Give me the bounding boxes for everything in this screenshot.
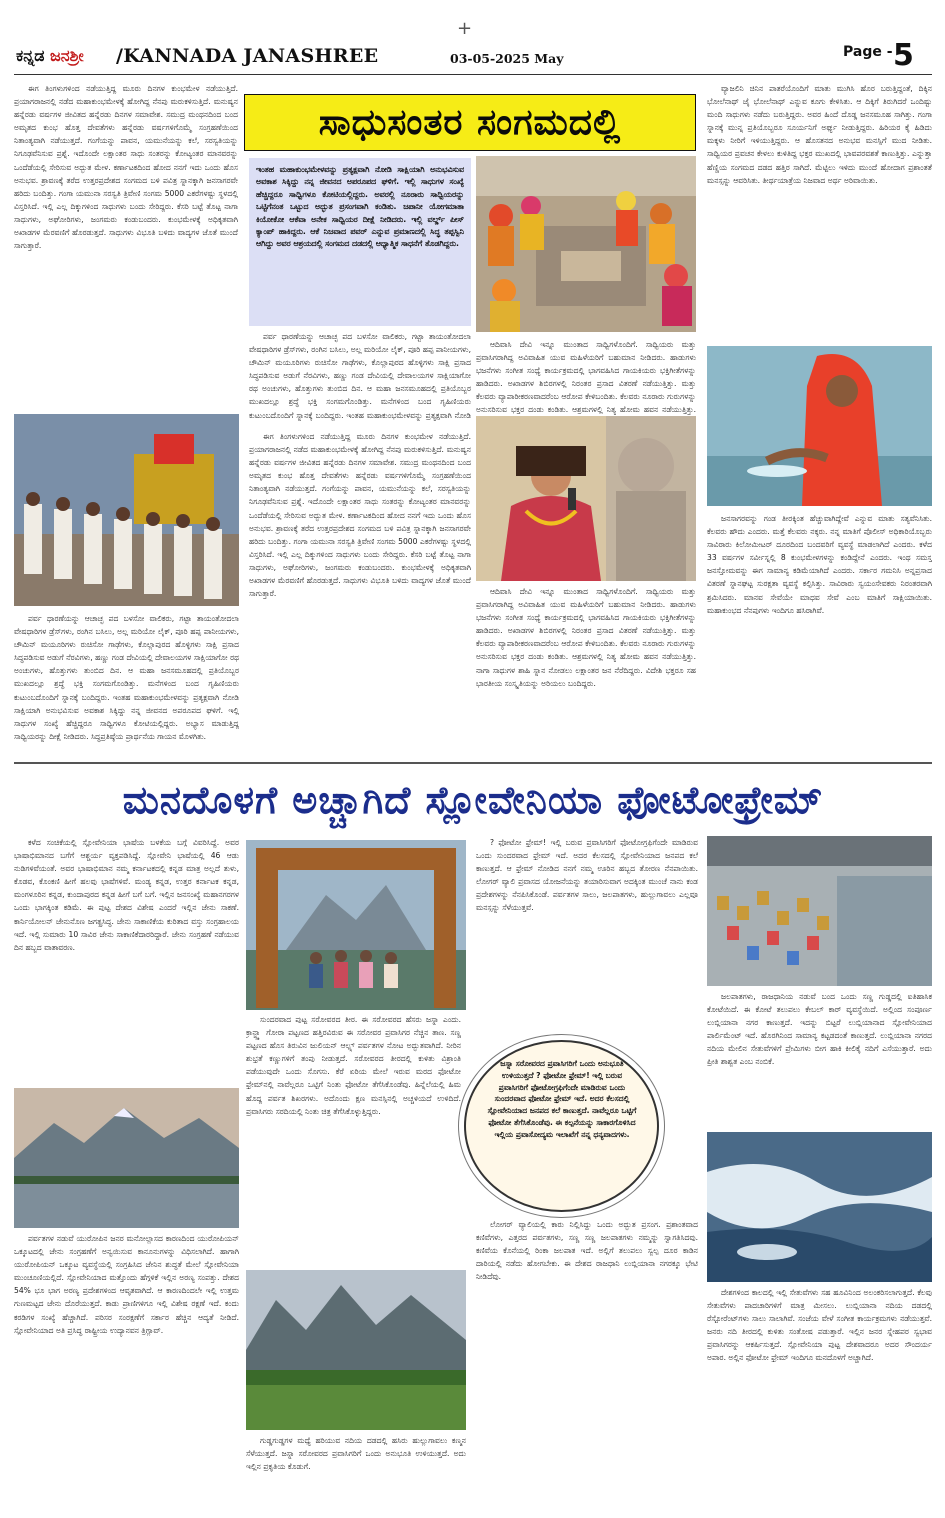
article2-col2-text: ಸುಂದರವಾದ ಪುಟ್ಟ ಸರೋವರದ ತೀರ. ಈ ಸರೋವರದ ಹೆಸರು ಜಸ್ನಾ ಎಂದು. ಕ್ರಾನ್ಜ್ಸ್ಕಾ ಗೋರಾ ಪಟ್ಟಣದ ಹತ್ತಿರವಿರುವ ಈ ಸರೋವರ ಪ್ರವಾಸಿಗರ ನೆಚ್ಚಿನ ತಾಣ. ಸಣ್ಣ ಪಟ್ಟಣದ ಹೊಸ ತಿರುವಿನ ಜುಲಿಯನ್ ಆಲ್ಪ್ಸ್ ಪರ್ವತಗಳ ನೋಟ ಅದ್ಭುತವಾಗಿದೆ. ನೀರಿನ ಶುಭ್ರತೆ ಕಣ್ಣುಗಳಿಗೆ ತಂಪು ನೀಡುತ್ತದೆ. ಸರೋವರದ ತೀರದಲ್ಲಿ ಕುಳಿತು ವಿಶ್ರಾಂತಿ ಪಡೆಯುವುದೇ ಒಂದು ಸೊಗಸು. ಕೆರೆ ಏರಿಯ ಮೇಲೆ ಇರುವ ಮರದ ಫೋಟೋ ಫ್ರೇಮ್‌ನಲ್ಲಿ ನಾವೆಲ್ಲರೂ ಒಟ್ಟಿಗೆ ನಿಂತು ಫೋಟೋ ತೆಗೆಸಿಕೊಂಡೆವು. ಹಿನ್ನೆಲೆಯಲ್ಲಿ ಹಿಮ ಹೊದ್ದ ಪರ್ವತ ಶಿಖರಗಳು. ಅದೊಂದು ಕ್ಷಣ ಮನಸ್ಸಿನಲ್ಲಿ ಅಚ್ಚಳಿಯದೆ ಉಳಿದಿದೆ. ಪ್ರವಾಸಿಗರು ಸರದಿಯಲ್ಲಿ ನಿಂತು ಚಿತ್ರ ತೆಗೆಸಿಕೊಳ್ಳುತ್ತಿದ್ದರು. [246,1015,461,1116]
article2-col3 [476,836,698,1036]
crop-mark: + [457,18,473,39]
article1-lead-box [249,158,471,326]
article1-col1-text: ಈಗ ತಿಂಗಳುಗಳಿಂದ ನಡೆಯುತ್ತಿದ್ದ ಮೂರು ದಿನಗಳ ಕುಂಭಮೇಳ ನಡೆಯುತ್ತಿದೆ. ಪ್ರಯಾಗರಾಜನಲ್ಲಿ ನಡೆದ ಮಹಾಕುಂಭಮೇಳಕ್ಕೆ ಹೋಗಿದ್ದ ನೆನಪು ಮರುಕಳಿಸುತ್ತಿದೆ. ಮನುಷ್ಯನ ಹನ್ನೆರಡು ವರ್ಷಗಳ ಜೀವಿತದ ಹನ್ನೆರಡು ದಿನಗಳ ಸಮಾವೇಶ. ಸಮುದ್ರ ಮಂಥನದಿಂದ ಬಂದ ಅಮೃತದ ಕುಂಭ ಹೊತ್ತ ದೇವತೆಗಳು ಹನ್ನೆರಡು ವರ್ಷಗಳಿಗೊಮ್ಮೆ ಸಂಗ್ರಹಣೆಯಿಂದ ನಿತಾಂತ್ಯವಾಗಿ ನಡೆಯುತ್ತದೆ. ಗಂಗೆಯನ್ನು ಪಾವನ, ಯಮುನೆಯನ್ನು ಕಲೆ, ಸರಸ್ವತಿಯನ್ನು ನಿಗೂಢವೆನಿಸುವ ಪ್ರಶ್ನೆ. ಇದೊಂದೇ ಲಕ್ಷಾಂತರ ಸಾಧು ಸಂತರನ್ನು ಕೋಟ್ಯಂತರ ಮಾನವರನ್ನು ಒಂದೆಡೆಯಲ್ಲಿ ಸೇರಿಸುವ ಅದ್ಭುತ ಮೇಳ. ಕರ್ಣಾಟಕದಿಂದ ಹೋದ ನನಗೆ ಇದು ಒಂದು ಹೊಸ ಅನುಭವ. ಶ್ರಾವಣಕ್ಕೆ ತರೆದ ಉತ್ತರಪ್ರದೇಶದ ಸಂಗಮದ ಬಳಿ ಪವಿತ್ರ ಸ್ನಾನಕ್ಕಾಗಿ ಜನಸಾಗರವೇ ಹರಿದು ಬಂದಿತ್ತು. ಗಂಗಾ ಯಮುನಾ ಸರಸ್ವತಿ ತ್ರಿವೇಣಿ ಸಂಗಮ 5000 ಎಕರೆಗಳಷ್ಟು ಸ್ಥಳದಲ್ಲಿ ವಿಸ್ತರಿಸಿದೆ. ಇಲ್ಲಿ ಎಲ್ಲ ದಿಕ್ಕುಗಳಿಂದ ಸಾಧುಗಳು ಬಂದು ಸೇರಿದ್ದರು. ಕೆಸರಿ ಬಟ್ಟೆ ತೊಟ್ಟ ನಾಗಾ ಸಾಧುಗಳು, ಅಘೋರಿಗಳು, ಜಂಗಮರು ಕಂಡುಬಂದರು. ಕುಂಭಮೇಳಕ್ಕೆ ಅಧಿಕೃತವಾಗಿ ಅಖಾಡಗಳ ಮೆರವಣಿಗೆ ಹೊರಡುತ್ತದೆ. ಸಾಧುಗಳು ವಿಭೂತಿ ಬಳಿದು ವಾದ್ಯಗಳ ಜೊತೆ ಮುಂದೆ ಸಾಗುತ್ತಾರೆ. [14,84,238,251]
article2-col3-text: ? ಫೋಟೋ ಫ್ರೇಮ್! ಇಲ್ಲಿ ಬರುವ ಪ್ರವಾಸಿಗರಿಗೆ ಫೋಟೋಗ್ರಫಿಗೆಂದೇ ಮಾಡಿರುವ ಒಂದು ಸುಂದರವಾದ ಫ್ರೇಮ್ ಇದೆ. ಅದರ ಕೆಲಸದಲ್ಲಿ ಸ್ಲೋವೇನಿಯಾದ ಜನಪದ ಕಲೆ ಕಾಣುತ್ತದೆ. ಆ ಫ್ರೇಮ್ ನೋಡಿದ ನನಗೆ ನಮ್ಮ ಊರಿನ ಹಬ್ಬದ ತೋರಣ ನೆನಪಾಯಿತು. ಲೋಗರ್ ವ್ಯಾಲಿ ಪ್ರವಾಸದ ಯೋಜನೆಯನ್ನು ತಯಾರಿಸುವಾಗ ಅದಕ್ಕಿಂತ ಮುಂಚೆ ನಾನು ಕಂಡ ಪ್ರದೇಶಗಳನ್ನು ನೆನಪಿಸಿಕೊಂಡೆ. ಪರ್ವತಗಳ ಸಾಲು, ಜಲಪಾತಗಳು, ಹುಲ್ಲುಗಾವಲು ಎಲ್ಲವೂ ಮನಸ್ಸನ್ನು ಸೆಳೆಯುತ್ತವೆ. [476,838,698,913]
article1-col4-text: ವ್ಯಾಜಲಿನಿ ಚಿನಿನ ಪಾತರೆಯೊಂದಿಗೆ ಮಾತು ಮುಗಿಸಿ ಹೊರ ಬರುತ್ತಿದ್ದಂತೆ, ದಿಕ್ಕಿನ ಭೋಲೆನಾಥ್ ಜೈ ಭೋಲೆನಾಥ್ ಎನ್ನುವ ಕೂಗು ಕೇಳಿಸಿತು. ಆ ದಿಕ್ಕಿಗೆ ತಿರುಗಿದರೆ ಒಂದಿಷ್ಟು ಮಂದಿ ಸಾಧುಗಳು ನಡೆದು ಬರುತ್ತಿದ್ದರು. ಅವರ ಹಿಂದೆ ದೊಡ್ಡ ಜನಸಮೂಹ ಸಾಗಿತ್ತು. ಗಂಗಾ ಸ್ನಾನಕ್ಕೆ ಮುನ್ನ ಪ್ರತಿಯೊಬ್ಬರೂ ಸೂರ್ಯನಿಗೆ ಅರ್ಘ್ಯ ನೀಡುತ್ತಿದ್ದರು. ಹಿರಿಯರ ಕೈ ಹಿಡಿದು ಮಕ್ಕಳು ನೀರಿಗೆ ಇಳಿಯುತ್ತಿದ್ದರು. ಆ ಹೊಸತನದ ಅನುಭವ ಮನಸ್ಸಿಗೆ ಮುದ ನೀಡಿತು. ಸಾಧ್ವಿಯರ ಪ್ರವಚನ ಕೇಳಲು ಕುಳಿತಿದ್ದ ಭಕ್ತರ ಮುಖದಲ್ಲಿ ಭಾವಪರವಶತೆ ಕಾಣುತ್ತಿತ್ತು. ಎನ್ನುತ್ತಾ ಹೆಣ್ಣಿಯ ಸಂಗಮದ ದಡದ ಹತ್ತಿರ ಸಾಗಿದೆ. ಮೆಟ್ಟಿಲು ಇಳಿದು ಮುಂದೆ ಹೋದಾಗ ಪ್ರಶಾಂತತೆ ಮನಸ್ಸನ್ನು ಆವರಿಸಿತು. ತೀರ್ಥಯಾತ್ರೆಯ ನಿಜವಾದ ಅರ್ಥ ಅರಿವಾಯಿತು. [707,84,932,185]
issue-date: 03-05-2025 May [450,51,564,66]
article2-col3-side [662,1045,702,1215]
article2-col1b-text: ಪರ್ವತಗಳ ನಡುವೆ ಯುರೋಪಿನ ಜನರ ಮನೋಲ್ಲಾಸದ ಕಾರಣದಿಂದ ಯುರೋಪಿಯನ್ ಒಕ್ಕೂಟದಲ್ಲಿ ಜೇನು ಸಂಗ್ರಹಣೆಗೆ ಅನ್ವಯಿಸುವ ಕಾನೂನುಗಳನ್ನು ವಿಧಿಸಲಾಗಿದೆ. ಹಾಗಾಗಿ ಯುರೋಪಿಯನ್ ಒಕ್ಕೂಟ ವ್ಯವಸ್ಥೆಯಲ್ಲಿ ಸಂಗ್ರಹಿಸಿದ ಜೇನಿನ ಶುದ್ಧತೆ ಮೇಲೆ ಸ್ಲೋವೇನಿಯಾ ಮುಂಚೂಣಿಯಲ್ಲಿದೆ. ಸ್ಲೋವೇನಿಯಾದ ಮತ್ತೊಂದು ಹೆಗ್ಗಳಿಕೆ ಇಲ್ಲಿನ ಅರಣ್ಯ ಸಂಪತ್ತು. ದೇಶದ 54% ಭೂ ಭಾಗ ಅರಣ್ಯ ಪ್ರದೇಶಗಳಿಂದ ಆವೃತವಾಗಿದೆ. ಆ ಕಾರಣದಿಂದಲೇ ಇಲ್ಲಿ ಉತ್ತಮ ಗುಣಮಟ್ಟದ ಜೇನು ದೊರೆಯುತ್ತದೆ. ಕಾಡು ಪ್ರಾಣಿಗಳಿಗೂ ಇಲ್ಲಿ ವಿಶೇಷ ರಕ್ಷಣೆ ಇದೆ. ಕಂದು ಕರಡಿಗಳ ಸಂಖ್ಯೆ ಹೆಚ್ಚಾಗಿದೆ. ಪರಿಸರ ಸಂರಕ್ಷಣೆಗೆ ಸರ್ಕಾರ ಹೆಚ್ಚಿನ ಆದ್ಯತೆ ನೀಡಿದೆ. ಸ್ಲೋವೇನಿಯಾದ ಅತಿ ಪ್ರಸಿದ್ಧ ರಾಷ್ಟ್ರೀಯ ಉದ್ಯಾನವನ ತ್ರಿಗ್ಲಾವ್. [14,1234,239,1335]
article1-col1 [14,82,238,412]
article2-col4 [707,990,932,1128]
article2-col4b [707,1286,932,1510]
pull-quote-text: ಜಸ್ನಾ ಸರೋವರದ ಪ್ರವಾಸಿಗರಿಗೆ ಒಂದು ಅನುಭೂತಿ ಉಳಿಯುತ್ತದೆ ? ಫೋಟೋ ಫ್ರೇಮ್! ಇಲ್ಲಿ ಬರುವ ಪ್ರವಾಸಿಗರಿಗೆ ಫೋಟೋಗ್ರಫಿಗೆಂದೇ ಮಾಡಿರುವ ಒಂದು ಸುಂದರವಾದ ಫೋಟೋ ಫ್ರೇಮ್ ಇದೆ. ಅದರ ಕೆಲಸದಲ್ಲಿ ಸ್ಲೋವೇನಿಯಾದ ಜನಪದ ಕಲೆ ಕಾಣುತ್ತದೆ. ನಾವೆಲ್ಲರೂ ಒಟ್ಟಿಗೆ ಫೋಟೋ ತೆಗೆಸಿಕೊಂಡೆವು. ಈ ಕಲ್ಪನೆಯನ್ನು ಸಾಕಾರಗೊಳಿಸಿದ ಇಲ್ಲಿಯ ಪ್ರವಾಸೋದ್ಯಮ ಇಲಾಖೆಗೆ ನನ್ನ ಧನ್ಯವಾದಗಳು. [487,1059,637,1139]
article2-col4-text: ಜಲಪಾತಗಳು, ರಾಜಧಾನಿಯ ನಡುವೆ ಬಂದ ಒಂದು ಸಣ್ಣ ಗುಡ್ಡದಲ್ಲಿ ಐತಿಹಾಸಿಕ ಕೋಟೆಯಿದೆ. ಈ ಕೋಟೆ ತಲುಪಲು ಕೇಬಲ್ ಕಾರ್ ವ್ಯವಸ್ಥೆಯಿದೆ. ಅಲ್ಲಿಂದ ಸಂಪೂರ್ಣ ಲುಬ್ಲಿಯಾನಾ ನಗರ ಕಾಣುತ್ತದೆ. ಇದನ್ನು ಬಿಟ್ಟರೆ ಲುಬ್ಲಿಯಾನಾದ ಸ್ಲೋವೇನಿಯಾದ ಪಾರ್ಲಿಮೆಂಟ್ ಇದೆ. ಹೊರಗಿನಿಂದ ಸಾಮಾನ್ಯ ಕಟ್ಟಡದಂತೆ ಕಾಣುತ್ತದೆ. ಲುಬ್ಲಿಯಾನಾ ನಗರದ ನದಿಯ ಮೇಲಿನ ಸೇತುವೆಗಳಿಗೆ ಪ್ರೇಮಿಗಳು ಬೀಗ ಹಾಕಿ ಕೀಲಿಕೈ ನದಿಗೆ ಎಸೆಯುತ್ತಾರೆ. ಅದು ಪ್ರೀತಿ ಶಾಶ್ವತ ಎಂಬ ನಂಬಿಕೆ. [707,992,932,1067]
pull-quote-circle [464,1040,659,1212]
page-number: 5 [893,38,914,73]
article1-col1b-text: ಪರ್ವ ಧಾರಣೆಯನ್ನು ಆಚಾಚ್ಛ ಪದ ಬಳಸೋ ವಾಲಿಕರು, ಗಟ್ಟಾ ತಾಯಂತೋದಲಾ ವೇಷಧಾರಿಗಳ ಡ್ರೆಸ್‌ಗಳು, ರಂಗಿನ ಬಸಿಲು, ಅಲ್ಲ ಮರಿಯೋ ಲೈಕ್, ಪೂರಿ ಹಪ್ಪ ಪಾನೀಯಗಳು, ಚೌಮಿನ್ ಮಯೂರಿಗಳು ರುಚಿಸೋ ಗಾಢೆಗಳು, ಕೊಲ್ಲಾಪುರದ ಹೊಳ್ಳಿಗಳು ಸಾಕ್ಷಿ ಪ್ರಸಾದ ಸಿದ್ಧಪಡಿಸುವ ಅಡುಗೆ ನೆರವಿಗಳು, ಹಣ್ಣು ಗಂಡ ದೇವಿಯಲ್ಲಿ ದೇವಾಲಯಗಳ ಸಾಕ್ಷಿಯಾಗೋ ರಥ ಅಂಚುಗಳು, ಹೊತ್ತುಗಳು ತುಂಬಿದ ದಿನ. ಆ ಮಹಾ ಜನಸಮೂಹದಲ್ಲಿ ಪ್ರತಿಯೊಬ್ಬರ ಮುಖದಲ್ಲೂ ಶ್ರದ್ಧೆ ಭಕ್ತಿ ಸಂಗಮಗೊಂಡಿತ್ತು. ಮನೆಗಳಿಂದ ಬಂದ ಗೃಹಿಣಿಯರು ಕುಟುಂಬದೊಂದಿಗೆ ಸ್ನಾನಕ್ಕೆ ಬಂದಿದ್ದರು. ಇಂತಹ ಮಹಾಕುಂಭಮೇಳವನ್ನು ಪ್ರತ್ಯಕ್ಷವಾಗಿ ನೋಡಿ ಸಾಕ್ಷಿಯಾಗಿ ಅನುಭವಿಸುವ ಅವಕಾಶ ಸಿಕ್ಕಿದ್ದು ನನ್ನ ಜೀವನದ ಅಪರೂಪದ ಘಳಿಗೆ. ಇಲ್ಲಿ ಸಾಧುಗಳ ಸಂಖ್ಯೆ ಹೆಚ್ಚಿದ್ದರೂ ಸಾಧ್ವಿಗಳೂ ಕೋಟಿಯಲ್ಲಿದ್ದರು. ಅಭ್ಯಾಸ ಮಾಡುತ್ತಿದ್ದ ಸಾಧ್ವಿಯರನ್ನು ದೀಕ್ಷೆ ನೀಡಿದರು. ಸಿದ್ಧಪ್ರತಿಷ್ಠೆಯ ಪ್ರಾರ್ಥನೆಯ ಗಾಯನ ಮೊಳಗಿತು. [14,614,239,741]
article1-col2a [249,330,471,424]
photo-river-rapids [707,1132,932,1282]
article2-col1-text: ಕಳೆದ ಸಂಚಿಕೆಯಲ್ಲಿ ಸ್ಲೋವೇನಿಯಾ ಭಾಷೆಯ ಬಳಕೆಯ ಬಗ್ಗೆ ವಿವರಿಸಿದ್ದೆ. ಅವರ ಭಾಷಾಭಿಮಾನದ ಬಗೆಗೆ ಆಶ್ಚರ್ಯ ವ್ಯಕ್ತಪಡಿಸಿದ್ದೆ. ಸ್ಲೋವೇನಿ ಭಾಷೆಯಲ್ಲಿ 46 ಆಡು ನುಡಿಗಳಿವೆಯಂತೆ. ಅವರ ಭಾಷಾಭಿಮಾನ ನಮ್ಮ ಕರ್ನಾಟಕದಲ್ಲಿ ಕನ್ನಡ ಮಾತ್ರ ಅಲ್ಲದೆ ತುಳು, ಕೊಡವ, ಕೊಂಕಣಿ ಹೀಗೆ ಹಲವು ಭಾಷೆಗಳಿವೆ. ಮಂಡ್ಯ ಕನ್ನಡ, ಉತ್ತರ ಕರ್ನಾಟಕ ಕನ್ನಡ, ಮಂಗಳೂರಿನ ಕನ್ನಡ, ಕುಂದಾಪುರದ ಕನ್ನಡ ಹೀಗೆ ಬಗೆ ಬಗೆ. ಇಲ್ಲಿನ ಜನಸಂಖ್ಯೆ ಮಹಾನಗರಗಳ ಒಂದು ಭಾಗಕ್ಕಿಂತ ಕಡಿಮೆ. ಈ ಪುಟ್ಟ ದೇಶದ ವಿಶೇಷ ಎಂದರೆ ಇಲ್ಲಿನ ಜೇನು ಸಾಕಣೆ. ಕಾರ್ನಿಯೋಲನ್ ಜೇನುನೊಣ ಜಗತ್ಪ್ರಸಿದ್ಧ. ಜೇನು ಸಾಕಾಣಿಕೆಯ ಕುರಿತಾದ ವಸ್ತು ಸಂಗ್ರಹಾಲಯ ಇದೆ. ಇಲ್ಲಿ ಸುಮಾರು 10 ಸಾವಿರ ಜೇನು ಸಾಕಾಣಿಕೆದಾರರಿದ್ದಾರೆ. ಜೇನು ಸಂಗ್ರಹಣೆ ನಡೆಯುವ ದಿನ ಹಬ್ಬದ ವಾತಾವರಣ. [14,838,239,952]
photo-naga-procession [14,414,239,606]
article2-col3b-text: ಲೋಗರ್ ವ್ಯಾಲಿಯಲ್ಲಿ ಕಾರು ನಿಲ್ಲಿಸಿದ್ದು ಒಂದು ಅದ್ಭುತ ಪ್ರಸಂಗ. ಪ್ರಶಾಂತವಾದ ಕಣಿವೆಗಳು, ಎತ್ತರದ ಪರ್ವತಗಳು, ಸಣ್ಣ ಸಣ್ಣ ಜಲಪಾತಗಳು ನಮ್ಮನ್ನು ಸ್ವಾಗತಿಸಿದವು. ಕಣಿವೆಯ ಕೊನೆಯಲ್ಲಿ ರಿಂಕಾ ಜಲಪಾತ ಇದೆ. ಅಲ್ಲಿಗೆ ತಲುಪಲು ಸ್ವಲ್ಪ ದೂರ ಕಾಡಿನ ದಾರಿಯಲ್ಲಿ ನಡೆದು ಹೋಗಬೇಕು. ಈ ದೇಶದ ರಾಜಧಾನಿ ಲುಬ್ಲಿಯಾನಾ ನಗರಕ್ಕೂ ಭೇಟಿ ನೀಡಿದೆವು. [476,1220,698,1282]
page-label: Page - [843,44,893,60]
article1-col4b-text: ಜನಸಾಗರವನ್ನು ಗಂಡ ತೀರಕ್ಕಿಂತ ಹೆಚ್ಚುವಾಗಿದ್ದೇವೆ ಎನ್ನುವ ಮಾತು ಸತ್ಯವೆನಿಸಿತು. ಕೆಲವರು ಹೌದು ಎಂದರು. ಮತ್ತೆ ಕೆಲವರು ನಕ್ಕರು. ನನ್ನ ಮಾತಿಗೆ ಪೊಲೀಸ್ ಅಧಿಕಾರಿಯೊಬ್ಬರು ಸಾವಿರಾರು ಕಿಲೋಮೀಟರ್ ದೂರದಿಂದ ಬಂದವರಿಗೆ ವ್ಯವಸ್ಥೆ ಮಾಡಲಾಗಿದೆ ಎಂದರು. ಕಳೆದ 33 ವರ್ಷಗಳ ಸರ್ವೀಸ್ನಲ್ಲಿ 8 ಕುಂಭಮೇಳಗಳನ್ನು ಕಂಡಿದ್ದೇನೆ ಎಂದರು. ಇಂಥ ಸಮಸ್ತ ಜನಸ್ತೋಮವನ್ನು ಈಗ ಸಾಮಾನ್ಯ ಕಡಿಮೆಯಾಗಿದೆ ಎಂದರು. ಸರ್ಕಾರ ಗಮನಿಸಿ ಅನ್ನಪ್ರಸಾದ ವಿತರಣೆ ಸ್ನಾನಘಟ್ಟ ಸುರಕ್ಷತಾ ವ್ಯವಸ್ಥೆ ಕಲ್ಪಿಸಿತ್ತು. ಸಾವಿರಾರು ಸ್ವಯಂಸೇವಕರು ನಿರಂತರವಾಗಿ ಶ್ರಮಿಸಿದರು. ಮಾನವ ಸೇವೆಯೇ ಮಾಧವ ಸೇವೆ ಎಂಬ ಮಾತಿಗೆ ಸಾಕ್ಷಿಯಾಯಿತು. ಮಹಾಕುಂಭದ ನೆನಪುಗಳು ಇಂದಿಗೂ ಹಸಿರಾಗಿವೆ. [707,514,932,615]
brand-kannada-a: ಕನ್ನಡ [16,46,51,65]
article1-col2b [249,430,471,757]
article1-col3b-text: ಆದಿವಾಸಿ ದೇವಿ ಇನ್ನೂ ಮುಂತಾದ ಸಾಧ್ವಿಗಳೊಂದಿಗೆ. ಸಾಧ್ವಿಯರು ಮತ್ತು ಪ್ರವಾಸಿಗರಾಗಿದ್ದ ಅವಿವಾಹಿತ ಯುವ ಮಹಿಳೆಯರಿಗೆ ಬಹುಮಾನ ನೀಡಿದರು. ಹಾಡುಗಳು ಭಜನೆಗಳು ಸಂಗೀತ ಸಂಧ್ಯೆ ಕಾರ್ಯಕ್ರಮದಲ್ಲಿ ಭಾಗವಹಿಸಿದ ಗಾಯಕಿಯರು ಭಕ್ತಿಗೀತೆಗಳನ್ನು ಹಾಡಿದರು. ಅಖಾಡಗಳ ಶಿಬಿರಗಳಲ್ಲಿ ನಿರಂತರ ಪ್ರಸಾದ ವಿತರಣೆ ನಡೆಯುತ್ತಿತ್ತು. ಮತ್ತು ಕೆಲವರು ವ್ಯಾಪಾರೀಕರಣವಾದರೆಂಬ ಆರೋಪ ಕೇಳಿಬಂದಿತು. ಕೆಲವರು ನೂರಾರು ಗುರುಗಳನ್ನು ಅನುಸರಿಸುವ ಭಕ್ತರ ದಂಡು ಕಂಡಿತು. ಆಶ್ರಮಗಳಲ್ಲಿ ನಿತ್ಯ ಹೋಮ ಹವನ ನಡೆಯುತ್ತಿತ್ತು. ನಾಗಾ ಸಾಧುಗಳ ಶಾಹಿ ಸ್ನಾನ ನೋಡಲು ಲಕ್ಷಾಂತರ ಜನ ನೆರೆದಿದ್ದರು. ವಿದೇಶಿ ಭಕ್ತರೂ ಸಹ ಭಾರತೀಯ ಸಂಸ್ಕೃತಿಯನ್ನು ಅರಿಯಲು ಬಂದಿದ್ದರು. [476,587,696,688]
section-divider [14,762,932,764]
article2-col4b-text: ದೇಶಗಳಿಂದ ಕಾಲದಲ್ಲಿ ಇಲ್ಲಿ ಸೇತುವೆಗಳು ಸಹ ಹೂವಿನಿಂದ ಅಲಂಕರಿಸಲಾಗುತ್ತದೆ. ಕೆಲವು ಸೇತುವೆಗಳು ಪಾದಚಾರಿಗಳಿಗೆ ಮಾತ್ರ ಮೀಸಲು. ಲುಬ್ಲಿಯಾನಾ ನದಿಯ ದಡದಲ್ಲಿ ರೆಸ್ಟೋರೆಂಟ್‌ಗಳು ಸಾಲು ಸಾಲಾಗಿವೆ. ಸಂಜೆಯ ವೇಳೆ ಸಂಗೀತ ಕಾರ್ಯಕ್ರಮಗಳು ನಡೆಯುತ್ತವೆ. ಜನರು ನದಿ ತೀರದಲ್ಲಿ ಕುಳಿತು ಸಂತೋಷ ಪಡುತ್ತಾರೆ. ಇಲ್ಲಿನ ಜನರ ಸ್ನೇಹಪರ ಸ್ವಭಾವ ಪ್ರವಾಸಿಗರನ್ನು ಆಕರ್ಷಿಸುತ್ತದೆ. ಸ್ಲೋವೇನಿಯಾ ಪುಟ್ಟ ದೇಶವಾದರೂ ಅದರ ಸೌಂದರ್ಯ ಅಪಾರ. ಅಲ್ಲಿನ ಫೋಟೋ ಫ್ರೇಮ್ ಇಂದಿಗೂ ಮನದೊಳಗೆ ಅಚ್ಚಾಗಿದೆ. [707,1288,932,1363]
photo-logar-valley [246,1270,466,1430]
article1-lead-text: ಇಂತಹ ಮಹಾಕುಂಭಮೇಳವನ್ನು ಪ್ರತ್ಯಕ್ಷವಾಗಿ ನೋಡಿ ಸಾಕ್ಷಿಯಾಗಿ ಅನುಭವಿಸುವ ಅವಕಾಶ ಸಿಕ್ಕಿದ್ದು ನನ್ನ ಜೀವನದ ಅಪರೂಪದ ಘಳಿಗೆ. ಇಲ್ಲಿ ಸಾಧುಗಳ ಸಂಖ್ಯೆ ಹೆಚ್ಚಿದ್ದರೂ ಸಾಧ್ವಿಗಳೂ ಕೋಟಿಯಲ್ಲಿದ್ದರು. ಅವರಲ್ಲಿ ನೂರಾರು ಸಾಧ್ವಿಯರನ್ನು ಒಟ್ಟಿಗೆನಂತ ಒಟ್ಟುದ ಅದ್ಭುತ ಪ್ರಸಂಗವಾಗಿ ಕಂಡಿತು. ಜಪಾನೀ ಯೋಗಮಾತಾ ಕಿಯೋಕೋ ಆಕೆವಾ ಅನೇಕ ಸಾಧ್ವಿಯರ ದೀಕ್ಷೆ ನೀಡಿದರು. ಇಲ್ಲಿ ವರ್ಲ್ಡ್ ಪೀಸ್ ಕ್ಯಾಂಪ್ ಹಾಕಿದ್ದರು. ಆಕೆ ನಿಜವಾದ ಪವರ್ ಎನ್ನುವ ಪ್ರಮಾಣದಲ್ಲಿ ಸಿದ್ಧ ತಪ್ಪಸ್ವಿನಿ ಆಗಿದ್ದು ಅವರ ಆಶ್ರಯದಲ್ಲಿ ಸಂಗಮದ ದಡದಲ್ಲಿ ಆಧ್ಯಾತ್ಮಿಕ ಸಾಧನೆಗೆ ತೊಡಗಿದ್ದರು. [256,165,464,249]
photo-lake-mountains [14,1088,239,1228]
article2-col2b [246,1434,466,1510]
article1-col2b-text: ಈಗ ತಿಂಗಳುಗಳಿಂದ ನಡೆಯುತ್ತಿದ್ದ ಮೂರು ದಿನಗಳ ಕುಂಭಮೇಳ ನಡೆಯುತ್ತಿದೆ. ಪ್ರಯಾಗರಾಜನಲ್ಲಿ ನಡೆದ ಮಹಾಕುಂಭಮೇಳಕ್ಕೆ ಹೋಗಿದ್ದ ನೆನಪು ಮರುಕಳಿಸುತ್ತಿದೆ. ಮನುಷ್ಯನ ಹನ್ನೆರಡು ವರ್ಷಗಳ ಜೀವಿತದ ಹನ್ನೆರಡು ದಿನಗಳ ಸಮಾವೇಶ. ಸಮುದ್ರ ಮಂಥನದಿಂದ ಬಂದ ಅಮೃತದ ಕುಂಭ ಹೊತ್ತ ದೇವತೆಗಳು ಹನ್ನೆರಡು ವರ್ಷಗಳಿಗೊಮ್ಮೆ ಸಂಗ್ರಹಣೆಯಿಂದ ನಿತಾಂತ್ಯವಾಗಿ ನಡೆಯುತ್ತದೆ. ಗಂಗೆಯನ್ನು ಪಾವನ, ಯಮುನೆಯನ್ನು ಕಲೆ, ಸರಸ್ವತಿಯನ್ನು ನಿಗೂಢವೆನಿಸುವ ಪ್ರಶ್ನೆ. ಇದೊಂದೇ ಲಕ್ಷಾಂತರ ಸಾಧು ಸಂತರನ್ನು ಕೋಟ್ಯಂತರ ಮಾನವರನ್ನು ಒಂದೆಡೆಯಲ್ಲಿ ಸೇರಿಸುವ ಅದ್ಭುತ ಮೇಳ. ಕರ್ಣಾಟಕದಿಂದ ಹೋದ ನನಗೆ ಇದು ಒಂದು ಹೊಸ ಅನುಭವ. ಶ್ರಾವಣಕ್ಕೆ ತರೆದ ಉತ್ತರಪ್ರದೇಶದ ಸಂಗಮದ ಬಳಿ ಪವಿತ್ರ ಸ್ನಾನಕ್ಕಾಗಿ ಜನಸಾಗರವೇ ಹರಿದು ಬಂದಿತ್ತು. ಗಂಗಾ ಯಮುನಾ ಸರಸ್ವತಿ ತ್ರಿವೇಣಿ ಸಂಗಮ 5000 ಎಕರೆಗಳಷ್ಟು ಸ್ಥಳದಲ್ಲಿ ವಿಸ್ತರಿಸಿದೆ. ಇಲ್ಲಿ ಎಲ್ಲ ದಿಕ್ಕುಗಳಿಂದ ಸಾಧುಗಳು ಬಂದು ಸೇರಿದ್ದರು. ಕೆಸರಿ ಬಟ್ಟೆ ತೊಟ್ಟ ನಾಗಾ ಸಾಧುಗಳು, ಅಘೋರಿಗಳು, ಜಂಗಮರು ಕಂಡುಬಂದರು. ಕುಂಭಮೇಳಕ್ಕೆ ಅಧಿಕೃತವಾಗಿ ಅಖಾಡಗಳ ಮೆರವಣಿಗೆ ಹೊರಡುತ್ತದೆ. ಸಾಧುಗಳು ವಿಭೂತಿ ಬಳಿದು ವಾದ್ಯಗಳ ಜೊತೆ ಮುಂದೆ ಸಾಗುತ್ತಾರೆ. [249,432,471,599]
masthead [0,0,945,75]
article1-col4b [707,512,932,757]
brand-english: /KANNADA JANASHREE [116,45,379,67]
photo-woman-river-prayer [707,346,932,506]
article1-col1b [14,612,239,757]
brand-kannada [16,46,84,66]
article2-headline: ಮನದೊಳಗೆ ಅಚ್ಚಾಗಿದೆ ಸ್ಲೋವೇನಿಯಾ ಫೋಟೋಫ್ರೇಮ್ [14,770,932,830]
article1-col4 [707,82,932,340]
article1-headline: ಸಾಧುಸಂತರ ಸಂಗಮದಲ್ಲಿ [244,94,696,151]
article1-col2-text: ಪರ್ವ ಧಾರಣೆಯನ್ನು ಆಚಾಚ್ಛ ಪದ ಬಳಸೋ ವಾಲಿಕರು, ಗಟ್ಟಾ ತಾಯಂತೋದಲಾ ವೇಷಧಾರಿಗಳ ಡ್ರೆಸ್‌ಗಳು, ರಂಗಿನ ಬಸಿಲು, ಅಲ್ಲ ಮರಿಯೋ ಲೈಕ್, ಪೂರಿ ಹಪ್ಪ ಪಾನೀಯಗಳು, ಚೌಮಿನ್ ಮಯೂರಿಗಳು ರುಚಿಸೋ ಗಾಢೆಗಳು, ಕೊಲ್ಲಾಪುರದ ಹೊಳ್ಳಿಗಳು ಸಾಕ್ಷಿ ಪ್ರಸಾದ ಸಿದ್ಧಪಡಿಸುವ ಅಡುಗೆ ನೆರವಿಗಳು, ಹಣ್ಣು ಗಂಡ ದೇವಿಯಲ್ಲಿ ದೇವಾಲಯಗಳ ಸಾಕ್ಷಿಯಾಗೋ ರಥ ಅಂಚುಗಳು, ಹೊತ್ತುಗಳು ತುಂಬಿದ ದಿನ. ಆ ಮಹಾ ಜನಸಮೂಹದಲ್ಲಿ ಪ್ರತಿಯೊಬ್ಬರ ಮುಖದಲ್ಲೂ ಶ್ರದ್ಧೆ ಭಕ್ತಿ ಸಂಗಮಗೊಂಡಿತ್ತು. ಮನೆಗಳಿಂದ ಬಂದ ಗೃಹಿಣಿಯರು ಕುಟುಂಬದೊಂದಿಗೆ ಸ್ನಾನಕ್ಕೆ ಬಂದಿದ್ದರು. ಇಂತಹ ಮಹಾಕುಂಭಮೇಳವನ್ನು ಪ್ರತ್ಯಕ್ಷವಾಗಿ ನೋಡಿ [249,332,471,420]
article1-col3-text: ಆದಿವಾಸಿ ದೇವಿ ಇನ್ನೂ ಮುಂತಾದ ಸಾಧ್ವಿಗಳೊಂದಿಗೆ. ಸಾಧ್ವಿಯರು ಮತ್ತು ಪ್ರವಾಸಿಗರಾಗಿದ್ದ ಅವಿವಾಹಿತ ಯುವ ಮಹಿಳೆಯರಿಗೆ ಬಹುಮಾನ ನೀಡಿದರು. ಹಾಡುಗಳು ಭಜನೆಗಳು ಸಂಗೀತ ಸಂಧ್ಯೆ ಕಾರ್ಯಕ್ರಮದಲ್ಲಿ ಭಾಗವಹಿಸಿದ ಗಾಯಕಿಯರು ಭಕ್ತಿಗೀತೆಗಳನ್ನು ಹಾಡಿದರು. ಅಖಾಡಗಳ ಶಿಬಿರಗಳಲ್ಲಿ ನಿರಂತರ ಪ್ರಸಾದ ವಿತರಣೆ ನಡೆಯುತ್ತಿತ್ತು. ಮತ್ತು ಕೆಲವರು ವ್ಯಾಪಾರೀಕರಣವಾದರೆಂಬ ಆರೋಪ ಕೇಳಿಬಂದಿತು. ಕೆಲವರು ನೂರಾರು ಗುರುಗಳನ್ನು ಅನುಸರಿಸುವ ಭಕ್ತರ ದಂಡು ಕಂಡಿತು. ಆಶ್ರಮಗಳಲ್ಲಿ ನಿತ್ಯ ಹೋಮ ಹವನ ನಡೆಯುತ್ತಿತ್ತು. [476,340,696,415]
article2-col1 [14,836,239,1086]
photo-singer-bhajan [476,416,696,581]
article2-col3b [476,1218,698,1510]
photo-sadhvi-ritual [476,156,696,332]
photo-wooden-photo-frame [246,840,466,1010]
brand-kannada-b: ಜನಶ್ರೀ [50,46,84,65]
article2-col2b-text: ಗುಡ್ಡಗುಡ್ಡಗಳ ಮಧ್ಯೆ ಹರಿಯುವ ನದಿಯ ದಡದಲ್ಲಿ ಹಸಿರು ಹುಲ್ಲುಗಾವಲು ಕಣ್ಮನ ಸೆಳೆಯುತ್ತದೆ. ಜಸ್ನಾ ಸರೋವರದ ಪ್ರವಾಸಿಗರಿಗೆ ಒಂದು ಅನುಭೂತಿ ಉಳಿಯುತ್ತದೆ. ಅದು ಇಲ್ಲಿನ ಪ್ರಕೃತಿಯ ಕೊಡುಗೆ. [246,1436,466,1472]
article2-col2 [246,1013,461,1268]
header-rule [14,74,932,75]
article1-col3a [476,338,696,416]
article2-col1b [14,1232,239,1510]
article1-col3b [476,585,696,757]
photo-love-locks-bridge [707,836,932,986]
